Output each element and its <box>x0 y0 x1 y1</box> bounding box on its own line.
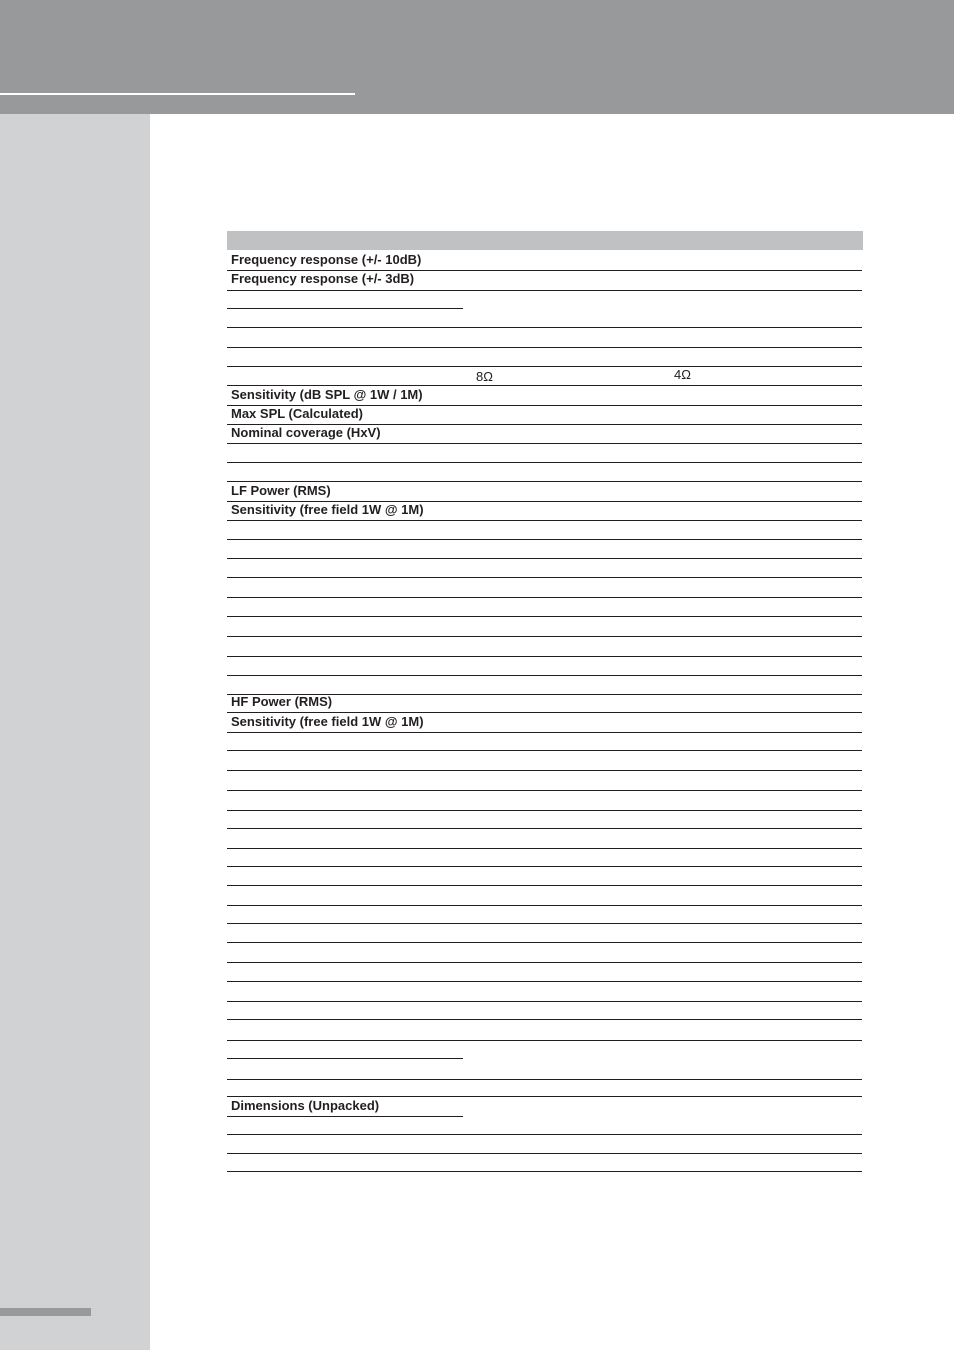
table-rule <box>227 616 862 617</box>
table-rule <box>227 770 862 771</box>
table-rule <box>227 290 862 291</box>
table-rule <box>227 905 862 906</box>
table-rule <box>227 597 862 598</box>
table-rule <box>227 636 862 637</box>
impedance-4-ohm: 4Ω <box>674 367 691 382</box>
label-hf-power: HF Power (RMS) <box>231 694 333 709</box>
sidebar-tab <box>0 1308 91 1316</box>
table-rule <box>227 923 862 924</box>
label-dimensions-unpacked: Dimensions (Unpacked) <box>231 1098 380 1113</box>
table-rule <box>227 942 862 943</box>
table-rule <box>227 539 862 540</box>
table-rule <box>227 848 862 849</box>
table-rule <box>227 385 862 386</box>
table-rule <box>227 520 862 521</box>
table-rule <box>227 885 862 886</box>
table-rule <box>227 347 862 348</box>
table-rule <box>227 790 862 791</box>
table-rule <box>227 1116 463 1117</box>
table-rule <box>227 981 862 982</box>
table-rule <box>227 308 463 309</box>
sidebar <box>0 114 150 1350</box>
table-rule <box>227 750 862 751</box>
table-rule <box>227 1171 862 1172</box>
table-rule <box>227 481 862 482</box>
table-rule <box>227 1153 862 1154</box>
table-header-bar <box>227 231 863 250</box>
table-rule <box>227 1040 862 1041</box>
table-rule <box>227 443 862 444</box>
label-max-spl: Max SPL (Calculated) <box>231 406 363 421</box>
table-rule <box>227 828 862 829</box>
label-lf-sensitivity: Sensitivity (free field 1W @ 1M) <box>231 502 424 517</box>
label-hf-sensitivity: Sensitivity (free field 1W @ 1M) <box>231 714 424 729</box>
label-nominal-coverage: Nominal coverage (HxV) <box>231 425 381 440</box>
table-rule <box>227 558 862 559</box>
table-rule <box>227 1019 862 1020</box>
table-rule <box>227 656 862 657</box>
label-frequency-response-3db: Frequency response (+/- 3dB) <box>231 271 415 286</box>
impedance-8-ohm: 8Ω <box>476 369 493 384</box>
table-rule <box>227 1134 862 1135</box>
table-rule <box>227 1096 862 1097</box>
header-rule <box>0 93 355 95</box>
table-rule <box>227 1001 862 1002</box>
table-rule <box>227 1058 463 1059</box>
table-rule <box>227 366 862 367</box>
label-lf-power: LF Power (RMS) <box>231 483 331 498</box>
label-frequency-response-10db: Frequency response (+/- 10dB) <box>231 252 422 267</box>
label-sensitivity-spl: Sensitivity (dB SPL @ 1W / 1M) <box>231 387 423 402</box>
table-rule <box>227 327 862 328</box>
header-band <box>0 0 954 114</box>
table-rule <box>227 577 862 578</box>
table-rule <box>227 675 862 676</box>
table-rule <box>227 962 862 963</box>
table-rule <box>227 712 862 713</box>
table-rule <box>227 732 862 733</box>
table-rule <box>227 1079 862 1080</box>
table-rule <box>227 462 862 463</box>
table-rule <box>227 866 862 867</box>
table-rule <box>227 810 862 811</box>
